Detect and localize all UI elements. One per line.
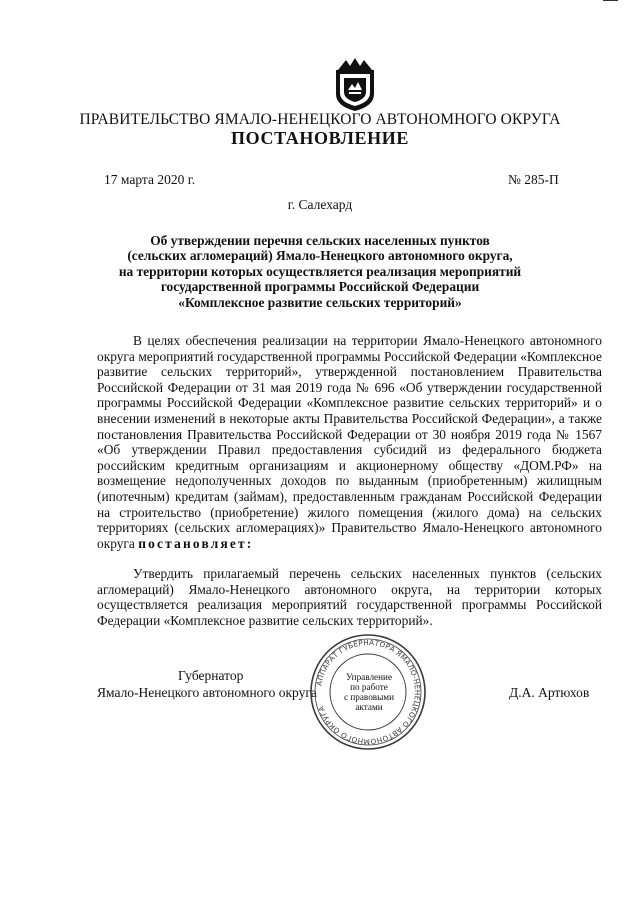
title-line: на территории которых осуществляется реализация мероприятий	[118, 263, 522, 279]
document-number: № 285-П	[508, 172, 559, 187]
document-city: г. Салехард	[287, 197, 353, 212]
title-line: «Комплексное развитие сельских территорий»	[178, 294, 462, 310]
seal-line: актами	[355, 702, 383, 712]
seal-line: Управление	[345, 672, 393, 682]
scan-mark	[603, 0, 618, 1]
issuing-authority: ПРАВИТЕЛЬСТВО ЯМАЛО-НЕНЕЦКОГО АВТОНОМНОГО ОКРУГА	[79, 111, 561, 128]
preamble-text: В целях обеспечения реализации на территории Ямало-Ненецкого автономного округа мероприятий государственной программы Российской Федерации «Комплексное развитие сельских территорий», утвержденной постановлением Правительства Российской Федерации от 31 мая 2019 года № 696 «Об утверждении государственной программы Российской Федерации «Комплексное развитие сельских территорий» и о внесении изменений в некоторые акты Правительства Российской Федерации», а также постановления Правительства Российской Федерации от 30 ноября 2019 года № 1567 «Об утверждении Правил предоставления субсидий из федерального бюджета российским кредитным организациям и акционерному обществу «ДОМ.РФ» на возмещение недополученных доходов по выданным (приобретенным) жилищным (ипотечным) кредитам (займам), предоставленным гражданам Российской Федерации на строительство (приобретение) жилого помещения (жилого дома) на сельских территориях (сельских агломерациях)» Правительство Ямало-Ненецкого автономного округа	[97, 333, 602, 551]
coat-of-arms-icon	[330, 56, 380, 112]
document-date: 17 марта 2020 г.	[104, 172, 196, 187]
seal-ring-text: АППАРАТ ГУБЕРНАТОРА ЯМАЛО-НЕНЕЦКОГО АВТОНОМНОГО ОКРУГА	[314, 637, 423, 747]
signatory-name: Д.А. Артюхов	[509, 685, 590, 700]
preamble-paragraph	[97, 333, 602, 551]
resolution-keyword: постановляет:	[138, 535, 254, 551]
resolution-paragraph: Утвердить прилагаемый перечень сельских населенных пунктов (сельских агломераций) Ямало-Ненецкого автономного округа, на территории которых осуществляется реализация мероприятий государственной программы Российской Федерации «Комплексное развитие сельских территорий».	[97, 566, 602, 628]
seal-line: с правовыми	[343, 692, 395, 702]
signatory-region: Ямало-Ненецкого автономного округа	[97, 685, 317, 700]
title-line: государственной программы Российской Федерации	[160, 279, 480, 295]
document-type: ПОСТАНОВЛЕНИЕ	[231, 128, 409, 148]
signatory-title: Губернатор	[178, 668, 244, 683]
seal-center-text	[341, 672, 397, 712]
title-line: (сельских агломераций) Ямало-Ненецкого автономного округа,	[127, 248, 513, 264]
seal-line: по работе	[350, 682, 388, 692]
title-line: Об утверждении перечня сельских населенных пунктов	[150, 233, 490, 248]
document-title	[110, 233, 530, 310]
